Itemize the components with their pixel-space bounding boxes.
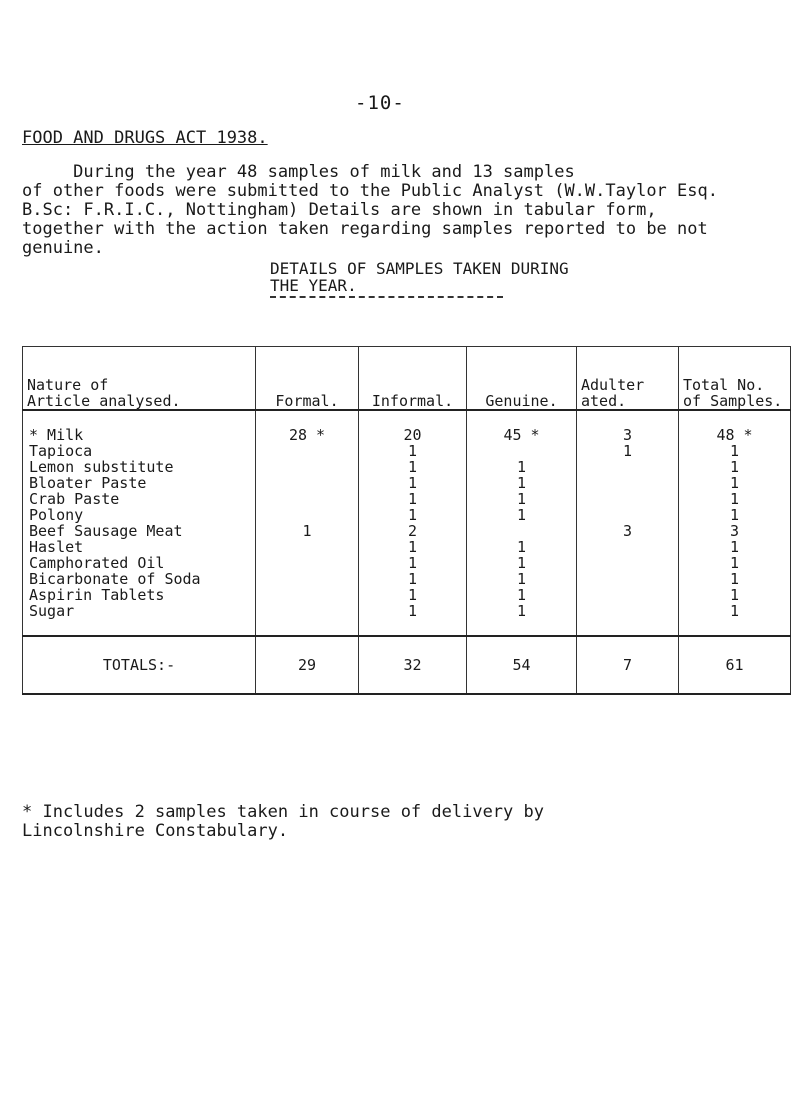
table-row bbox=[23, 443, 791, 459]
cell-genuine bbox=[467, 443, 577, 459]
cell-genuine: 1 bbox=[467, 459, 577, 475]
header-formal-line: Formal. bbox=[275, 392, 339, 410]
cell-adulterated: 3 bbox=[577, 410, 679, 443]
cell-adulterated bbox=[577, 539, 679, 555]
table-title-line: THE YEAR. bbox=[270, 276, 357, 295]
cell-formal bbox=[256, 491, 359, 507]
cell-formal bbox=[256, 475, 359, 491]
cell-genuine: 1 bbox=[467, 491, 577, 507]
intro-line: B.Sc: F.R.I.C., Nottingham) Details are shown in tabular form, bbox=[22, 200, 657, 220]
title-dashed-rule bbox=[270, 296, 503, 298]
cell-adulterated: 3 bbox=[577, 523, 679, 539]
cell-formal: 28 * bbox=[256, 410, 359, 443]
cell-formal bbox=[256, 571, 359, 587]
header-adulterated-line: ated. bbox=[581, 392, 627, 410]
header-article bbox=[23, 347, 256, 411]
cell-genuine: 1 bbox=[467, 507, 577, 523]
table-title bbox=[270, 260, 569, 294]
cell-article: Bicarbonate of Soda bbox=[23, 571, 256, 587]
cell-adulterated bbox=[577, 603, 679, 636]
cell-total: 1 bbox=[679, 475, 791, 491]
cell-informal: 1 bbox=[359, 443, 467, 459]
intro-line: During the year 48 samples of milk and 13 samples bbox=[22, 162, 575, 182]
cell-formal bbox=[256, 555, 359, 571]
cell-genuine: 1 bbox=[467, 539, 577, 555]
table-row bbox=[23, 491, 791, 507]
table-title-line: DETAILS OF SAMPLES TAKEN DURING bbox=[270, 259, 569, 278]
cell-adulterated bbox=[577, 555, 679, 571]
table-row bbox=[23, 603, 791, 636]
cell-formal bbox=[256, 459, 359, 475]
cell-informal: 1 bbox=[359, 587, 467, 603]
cell-genuine: 1 bbox=[467, 571, 577, 587]
table-row bbox=[23, 507, 791, 523]
cell-total: 1 bbox=[679, 539, 791, 555]
header-article-line: Article analysed. bbox=[27, 392, 181, 410]
intro-line: of other foods were submitted to the Public Analyst (W.W.Taylor Esq. bbox=[22, 181, 718, 201]
cell-adulterated bbox=[577, 475, 679, 491]
cell-article: Haslet bbox=[23, 539, 256, 555]
cell-adulterated bbox=[577, 571, 679, 587]
cell-article: Crab Paste bbox=[23, 491, 256, 507]
cell-total: 1 bbox=[679, 587, 791, 603]
cell-formal bbox=[256, 539, 359, 555]
cell-informal: 1 bbox=[359, 555, 467, 571]
table-row bbox=[23, 410, 791, 443]
cell-article: Bloater Paste bbox=[23, 475, 256, 491]
table-row bbox=[23, 555, 791, 571]
cell-article: Aspirin Tablets bbox=[23, 587, 256, 603]
total-informal: 32 bbox=[359, 636, 467, 694]
footnote bbox=[22, 803, 544, 841]
cell-adulterated bbox=[577, 459, 679, 475]
cell-total: 1 bbox=[679, 603, 791, 636]
cell-article: Polony bbox=[23, 507, 256, 523]
intro-paragraph bbox=[22, 163, 800, 258]
total-adulterated: 7 bbox=[577, 636, 679, 694]
cell-genuine: 1 bbox=[467, 555, 577, 571]
header-genuine-line: Genuine. bbox=[485, 392, 558, 410]
cell-adulterated bbox=[577, 587, 679, 603]
cell-article: Beef Sausage Meat bbox=[23, 523, 256, 539]
total-samples: 61 bbox=[679, 636, 791, 694]
totals-row bbox=[23, 636, 791, 694]
section-heading: FOOD AND DRUGS ACT 1938. bbox=[22, 128, 268, 148]
cell-informal: 20 bbox=[359, 410, 467, 443]
table-header-row bbox=[23, 347, 791, 411]
totals-label: TOTALS:- bbox=[23, 636, 256, 694]
cell-total: 1 bbox=[679, 443, 791, 459]
cell-article: Sugar bbox=[23, 603, 256, 636]
cell-informal: 1 bbox=[359, 491, 467, 507]
footnote-line: * Includes 2 samples taken in course of delivery by bbox=[22, 802, 544, 822]
cell-article: Camphorated Oil bbox=[23, 555, 256, 571]
table-row bbox=[23, 539, 791, 555]
cell-genuine: 45 * bbox=[467, 410, 577, 443]
header-total-line: Total No. bbox=[683, 376, 765, 394]
cell-adulterated: 1 bbox=[577, 443, 679, 459]
cell-total: 1 bbox=[679, 507, 791, 523]
total-formal: 29 bbox=[256, 636, 359, 694]
cell-article: * Milk bbox=[23, 410, 256, 443]
cell-genuine: 1 bbox=[467, 603, 577, 636]
header-total bbox=[679, 347, 791, 411]
samples-table bbox=[22, 346, 791, 695]
cell-adulterated bbox=[577, 507, 679, 523]
cell-total: 1 bbox=[679, 491, 791, 507]
cell-genuine: 1 bbox=[467, 475, 577, 491]
header-informal-line: Informal. bbox=[371, 392, 454, 410]
cell-article: Lemon substitute bbox=[23, 459, 256, 475]
cell-total: 1 bbox=[679, 571, 791, 587]
cell-informal: 1 bbox=[359, 475, 467, 491]
footnote-line: Lincolnshire Constabulary. bbox=[22, 821, 289, 841]
cell-formal bbox=[256, 587, 359, 603]
table-row bbox=[23, 571, 791, 587]
cell-informal: 1 bbox=[359, 459, 467, 475]
cell-informal: 1 bbox=[359, 603, 467, 636]
table-row bbox=[23, 475, 791, 491]
cell-informal: 1 bbox=[359, 571, 467, 587]
cell-formal bbox=[256, 603, 359, 636]
cell-total: 1 bbox=[679, 459, 791, 475]
header-formal bbox=[256, 347, 359, 411]
cell-informal: 1 bbox=[359, 507, 467, 523]
table-row bbox=[23, 587, 791, 603]
page-number: -10- bbox=[355, 92, 405, 114]
table-row bbox=[23, 459, 791, 475]
cell-total: 3 bbox=[679, 523, 791, 539]
cell-genuine bbox=[467, 523, 577, 539]
header-total-line: of Samples. bbox=[683, 392, 783, 410]
intro-line: together with the action taken regarding samples reported to be not bbox=[22, 219, 708, 239]
cell-total: 48 * bbox=[679, 410, 791, 443]
cell-genuine: 1 bbox=[467, 587, 577, 603]
table-row bbox=[23, 523, 791, 539]
cell-informal: 2 bbox=[359, 523, 467, 539]
intro-line: genuine. bbox=[22, 238, 104, 258]
cell-informal: 1 bbox=[359, 539, 467, 555]
header-informal bbox=[359, 347, 467, 411]
cell-total: 1 bbox=[679, 555, 791, 571]
total-genuine: 54 bbox=[467, 636, 577, 694]
header-genuine bbox=[467, 347, 577, 411]
cell-adulterated bbox=[577, 491, 679, 507]
cell-article: Tapioca bbox=[23, 443, 256, 459]
cell-formal bbox=[256, 443, 359, 459]
header-adulterated bbox=[577, 347, 679, 411]
header-article-line: Nature of bbox=[27, 376, 109, 394]
cell-formal bbox=[256, 507, 359, 523]
header-adulterated-line: Adulter bbox=[581, 376, 645, 394]
cell-formal: 1 bbox=[256, 523, 359, 539]
